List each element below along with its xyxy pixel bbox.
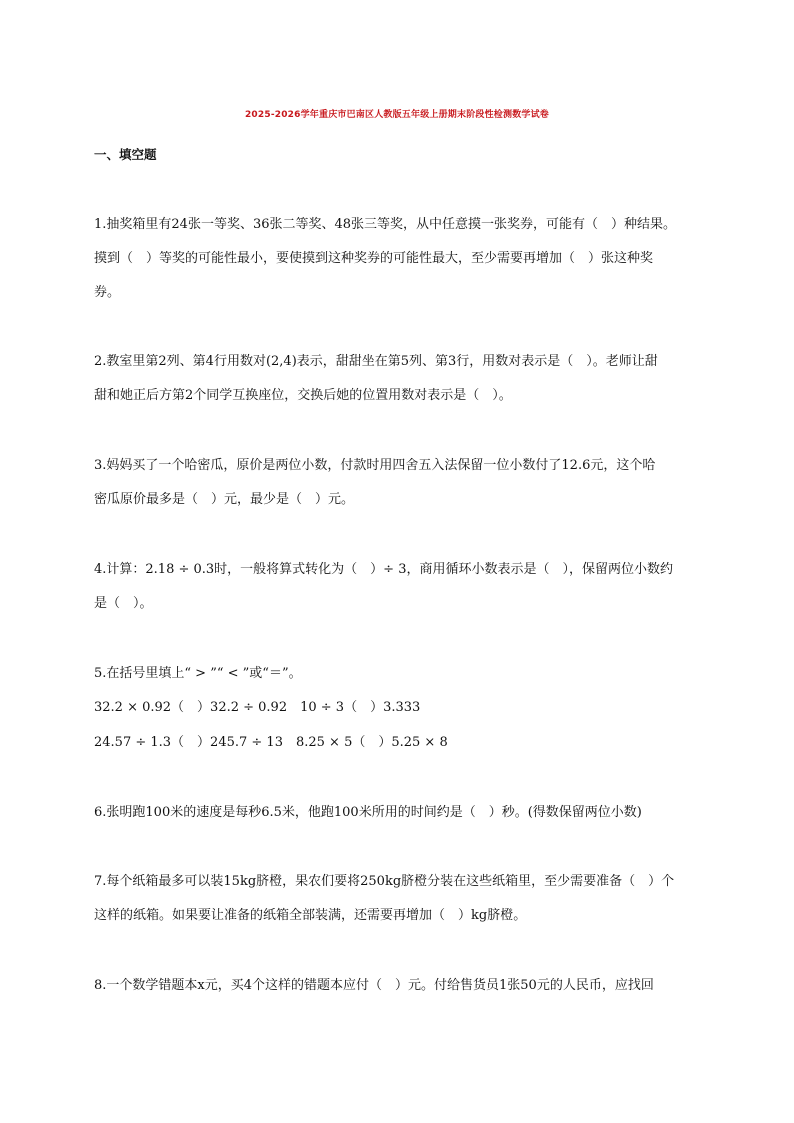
question-6-line-1: 6.张明跑100米的速度是每秒6.5米，他跑100米所用的时间约是（ ）秒。(得数保留两位小数) [94,805,642,820]
question-1-line-1: 1.抽奖箱里有24张一等奖、36张二等奖、48张三等奖，从中任意摸一张奖券，可能有（ ）种结果。 [94,217,677,232]
question-2-line-1: 2.教室里第2列、第4行用数对(2,4)表示，甜甜坐在第5列、第3行，用数对表示是（ ）。老师让甜 [94,354,658,369]
question-1-line-3: 券。 [94,285,121,300]
question-5-line-2: 32.2 × 0.92（ ）32.2 ÷ 0.92 10 ÷ 3（ ）3.333 [94,700,421,715]
exam-title: 2025-2026学年重庆市巴南区人教版五年级上册期末阶段性检测数学试卷 [244,110,550,120]
question-4-line-2: 是（ ）。 [94,596,153,611]
question-7-line-2: 这样的纸箱。如果要让准备的纸箱全部装满，还需要再增加（ ）kg脐橙。 [94,908,527,923]
question-3-line-2: 密瓜原价最多是（ ）元，最少是（ ）元。 [94,492,355,507]
question-3-line-1: 3.妈妈买了一个哈密瓜，原价是两位小数，付款时用四舍五入法保留一位小数付了12.6元，这个哈 [94,458,656,473]
question-5-line-3: 24.57 ÷ 1.3（ ）245.7 ÷ 13 8.25 × 5（ ）5.25 × 8 [94,735,448,750]
question-4-line-1: 4.计算：2.18 ÷ 0.3时，一般将算式转化为（ ）÷ 3，商用循环小数表示是（ ），保留两位小数约 [94,562,673,577]
section-title-fill-in: 一、填空题 [94,147,157,162]
question-5-line-1: 5.在括号里填上“ > ”“ < ”或“＝”。 [94,666,302,681]
question-8-line-1: 8.一个数学错题本x元，买4个这样的错题本应付（ ）元。付给售货员1张50元的人民币，应找回 [94,978,654,993]
question-2-line-2: 甜和她正后方第2个同学互换座位，交换后她的位置用数对表示是（ ）。 [94,388,512,403]
question-1-line-2: 摸到（ ）等奖的可能性最小，要使摸到这种奖券的可能性最大，至少需要再增加（ ）张这种奖 [94,251,654,266]
question-7-line-1: 7.每个纸箱最多可以装15kg脐橙，果农们要将250kg脐橙分装在这些纸箱里，至少需要准备（ ）个 [94,874,675,889]
